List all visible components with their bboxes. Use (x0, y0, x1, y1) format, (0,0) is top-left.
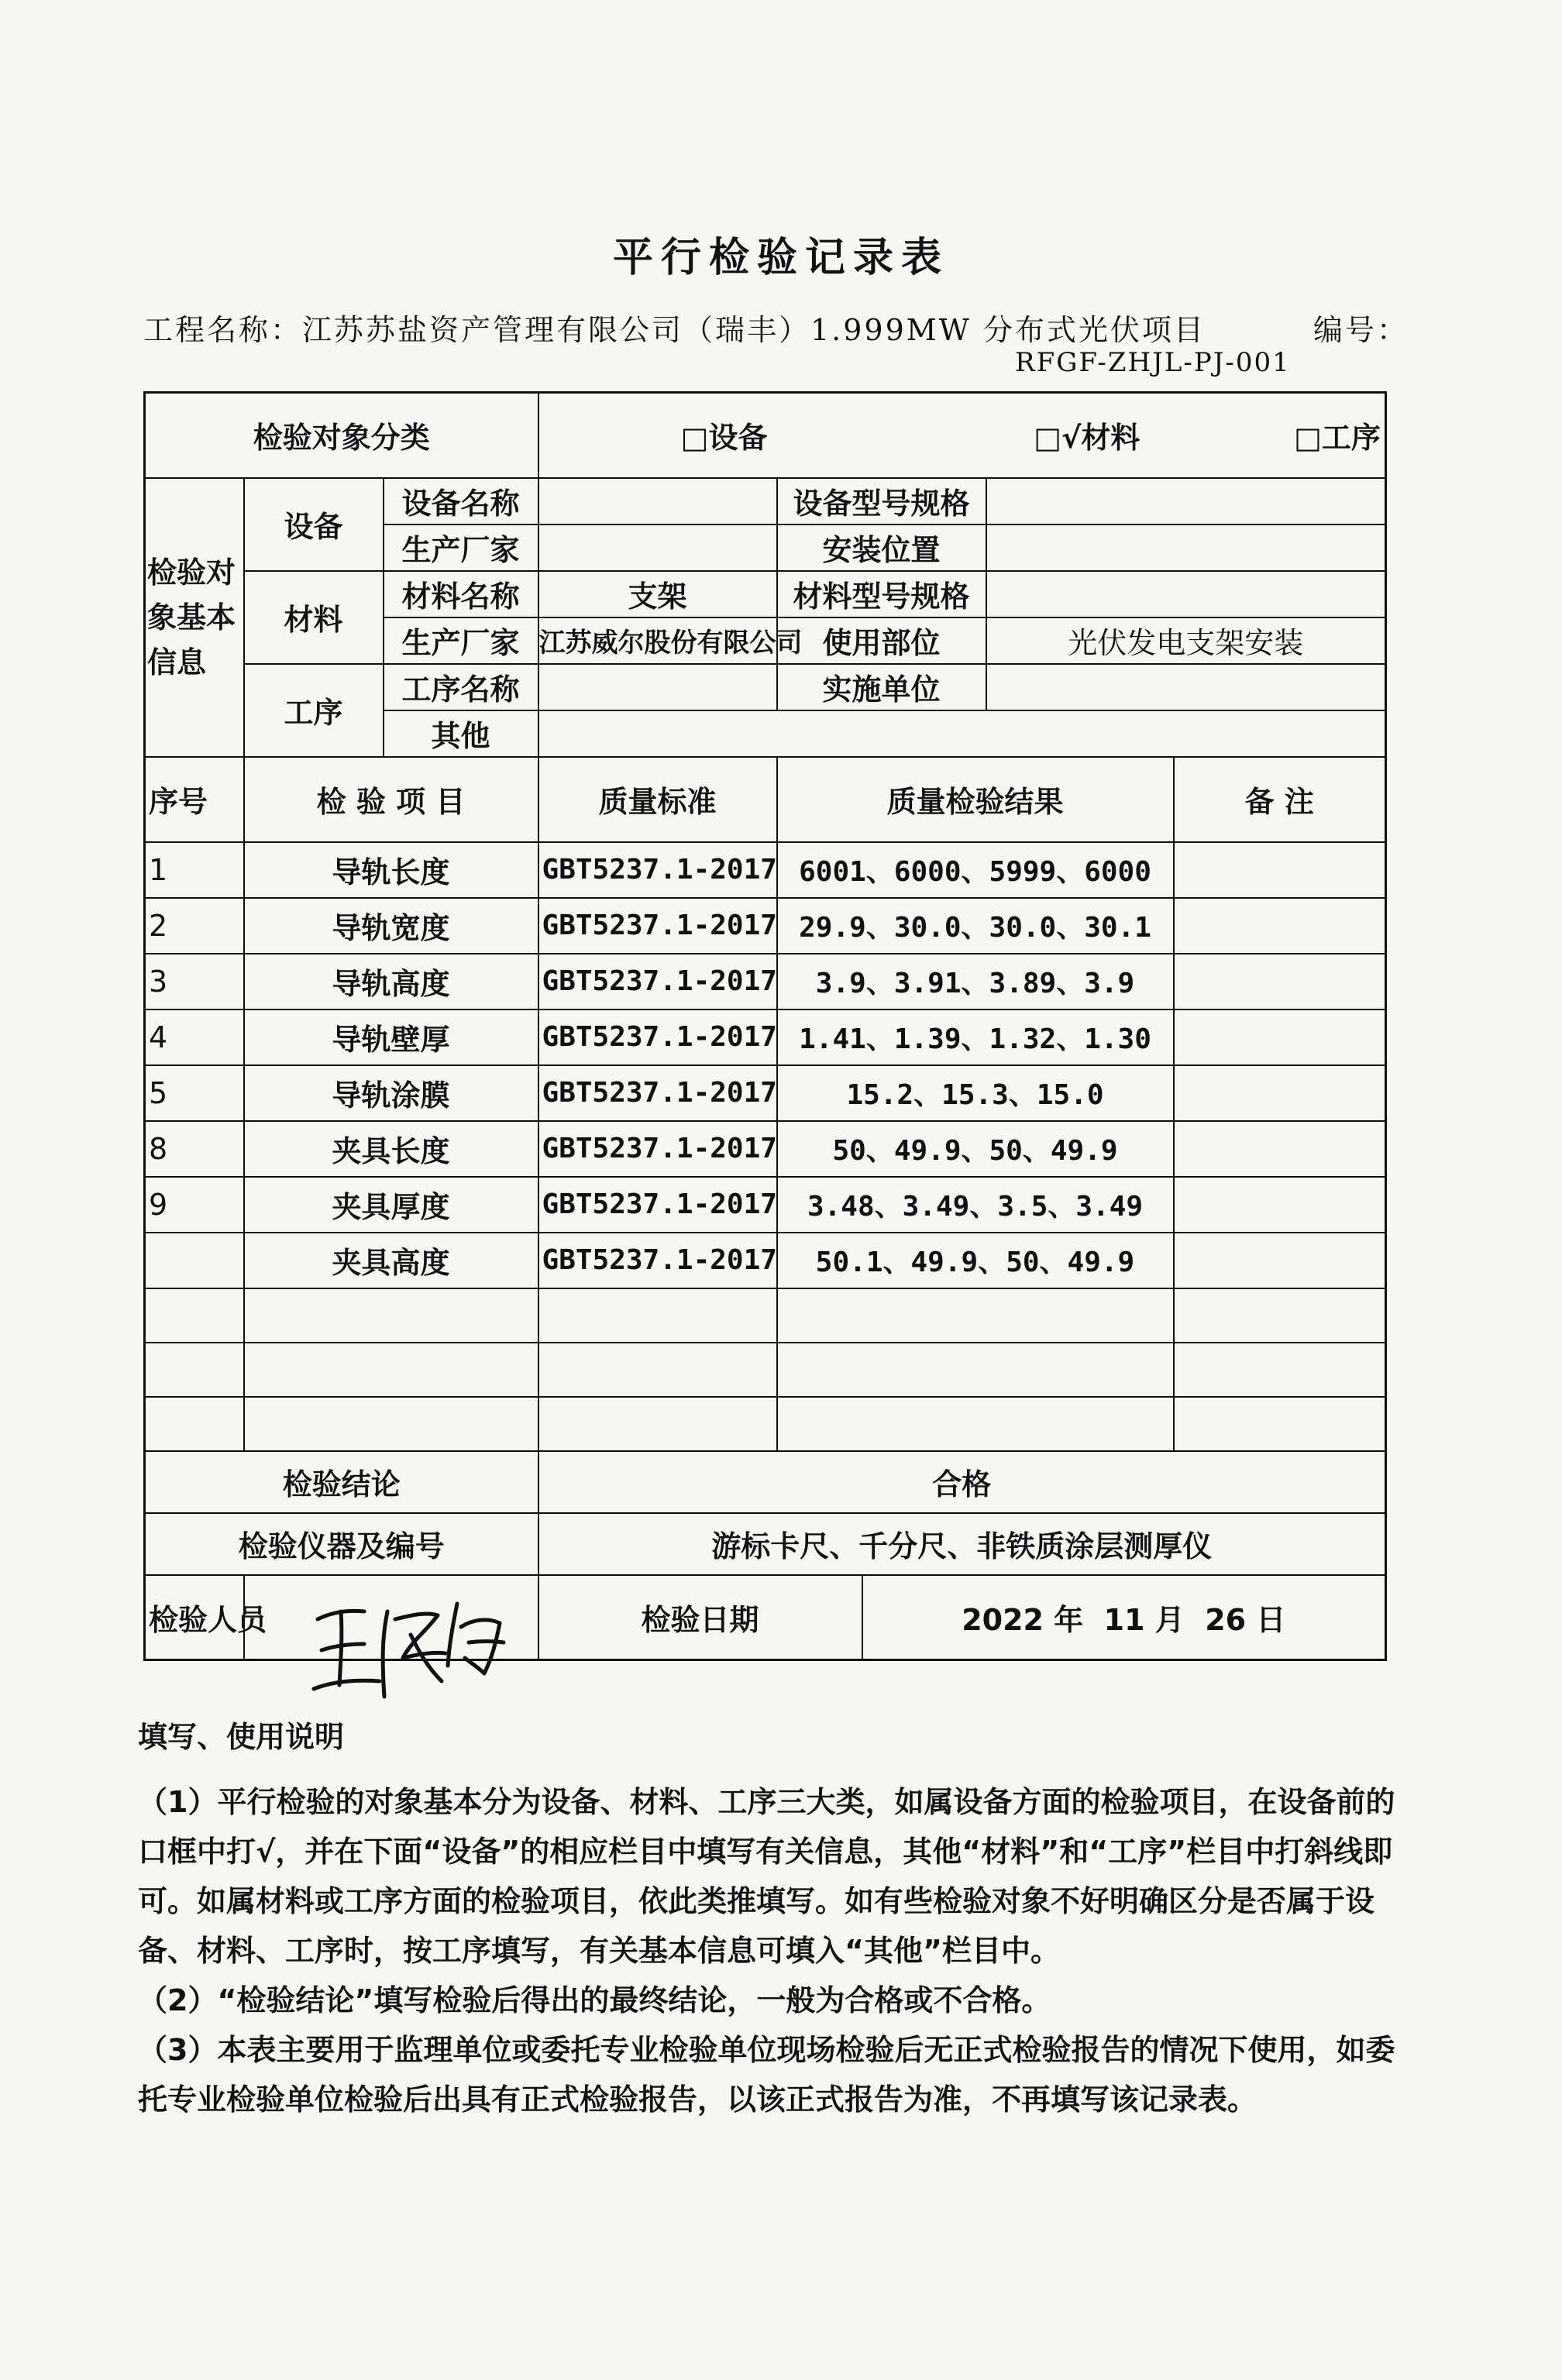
checkbox-icon: □ (1294, 421, 1322, 456)
item-no (145, 1397, 244, 1451)
document-title: 平行检验记录表 (612, 234, 949, 281)
instruction-paragraph: （1）平行检验的对象基本分为设备、材料、工序三大类，如属设备方面的检验项目，在设备前的口框中打√，并在下面“设备”的相应栏目中填写有关信息，其他“材料”和“工序”栏目中打斜线即可。如属材料或工序方面的检验项目，依此类推填写。如有些检验对象不好明确区分是否属于设备、材料、工序时，按工序填写，有关基本信息可填入“其他”栏目中。 (138, 1785, 1395, 1968)
item-name: 夹具厚度 (244, 1177, 538, 1233)
item-standard: GBT5237.1-2017 (538, 842, 777, 898)
equipment-maker-label: 生产厂家 (384, 524, 538, 571)
item-no (145, 1233, 244, 1288)
item-name (244, 1288, 538, 1343)
material-maker-label: 生产厂家 (384, 617, 538, 664)
item-row (145, 1121, 1386, 1177)
date-label: 检验日期 (538, 1575, 862, 1660)
process-unit-label: 实施单位 (777, 664, 986, 710)
process-other-value[interactable] (538, 710, 1386, 757)
item-name: 夹具长度 (244, 1121, 538, 1177)
item-row (145, 1397, 1386, 1451)
instruments-value[interactable]: 游标卡尺、千分尺、非铁质涂层测厚仪 (538, 1513, 1386, 1575)
item-remark[interactable] (1174, 1009, 1386, 1065)
group-material: 材料 (244, 571, 384, 664)
item-name: 导轨涂膜 (244, 1065, 538, 1121)
number-value: RFGF-ZHJL-PJ-001 (1015, 347, 1291, 378)
material-name-value[interactable]: 支架 (538, 571, 777, 617)
item-result[interactable]: 50、49.9、50、49.9 (777, 1121, 1174, 1177)
process-other-label: 其他 (384, 710, 538, 757)
item-row (145, 1009, 1386, 1065)
header-result: 质量检验结果 (777, 757, 1174, 842)
material-name-label: 材料名称 (384, 571, 538, 617)
item-result[interactable]: 1.41、1.39、1.32、1.30 (777, 1009, 1174, 1065)
equipment-location-label: 安装位置 (777, 524, 986, 571)
item-no (145, 1343, 244, 1397)
item-standard: GBT5237.1-2017 (538, 1177, 777, 1233)
item-remark[interactable] (1174, 1288, 1386, 1343)
header-standard: 质量标准 (538, 757, 777, 842)
header-item: 检 验 项 目 (244, 757, 538, 842)
process-name-value[interactable] (538, 664, 777, 710)
item-standard: GBT5237.1-2017 (538, 1121, 777, 1177)
material-model-label: 材料型号规格 (777, 571, 986, 617)
item-result[interactable]: 3.9、3.91、3.89、3.9 (777, 954, 1174, 1009)
group-process: 工序 (244, 664, 384, 757)
equipment-location-value[interactable] (986, 524, 1386, 571)
inspection-record-table (143, 391, 1387, 1661)
category-material[interactable]: □√材料 (1034, 421, 1141, 456)
item-remark[interactable] (1174, 954, 1386, 1009)
item-standard (538, 1343, 777, 1397)
item-row (145, 1233, 1386, 1288)
item-no (145, 1288, 244, 1343)
item-name: 导轨长度 (244, 842, 538, 898)
item-no: 8 (145, 1121, 244, 1177)
item-result[interactable] (777, 1397, 1174, 1451)
checked-checkbox-icon: □√ (1034, 421, 1082, 456)
item-result[interactable]: 29.9、30.0、30.0、30.1 (777, 898, 1174, 954)
date-value[interactable]: 2022 年 11 月 26 日 (862, 1575, 1386, 1660)
item-result[interactable]: 15.2、15.3、15.0 (777, 1065, 1174, 1121)
header-remark: 备 注 (1174, 757, 1386, 842)
item-row (145, 954, 1386, 1009)
item-remark[interactable] (1174, 1065, 1386, 1121)
item-row (145, 898, 1386, 954)
basic-info-label: 检验对象基本信息 (145, 478, 244, 757)
category-label: 检验对象分类 (145, 393, 538, 478)
instruction-paragraph: （3）本表主要用于监理单位或委托专业检验单位现场检验后无正式检验报告的情况下使用，如委托专业检验单位检验后出具有正式检验报告，以该正式报告为准，不再填写该记录表。 (138, 2033, 1395, 2117)
material-usage-label: 使用部位 (777, 617, 986, 664)
item-result[interactable] (777, 1288, 1174, 1343)
item-name: 夹具高度 (244, 1233, 538, 1288)
item-no: 3 (145, 954, 244, 1009)
item-name: 导轨高度 (244, 954, 538, 1009)
item-row (145, 1177, 1386, 1233)
item-remark[interactable] (1174, 1121, 1386, 1177)
header-no: 序号 (145, 757, 244, 842)
item-row (145, 1065, 1386, 1121)
item-standard: GBT5237.1-2017 (538, 954, 777, 1009)
process-unit-value[interactable] (986, 664, 1386, 710)
item-standard: GBT5237.1-2017 (538, 898, 777, 954)
item-remark[interactable] (1174, 898, 1386, 954)
item-remark[interactable] (1174, 1397, 1386, 1451)
item-result[interactable]: 6001、6000、5999、6000 (777, 842, 1174, 898)
item-no: 2 (145, 898, 244, 954)
process-name-label: 工序名称 (384, 664, 538, 710)
checkbox-icon: □ (680, 421, 709, 456)
category-options (538, 393, 1386, 478)
item-name: 导轨宽度 (244, 898, 538, 954)
group-equipment: 设备 (244, 478, 384, 571)
item-no: 4 (145, 1009, 244, 1065)
equipment-name-value[interactable] (538, 478, 777, 524)
conclusion-value[interactable]: 合格 (538, 1451, 1386, 1513)
instruction-paragraph: （2）“检验结论”填写检验后得出的最终结论，一般为合格或不合格。 (138, 1983, 1051, 2017)
item-result[interactable] (777, 1343, 1174, 1397)
item-standard: GBT5237.1-2017 (538, 1065, 777, 1121)
item-remark[interactable] (1174, 1177, 1386, 1233)
item-row (145, 1288, 1386, 1343)
item-row (145, 1343, 1386, 1397)
item-no: 5 (145, 1065, 244, 1121)
conclusion-label: 检验结论 (145, 1451, 538, 1513)
equipment-maker-value[interactable] (538, 524, 777, 571)
equipment-model-value[interactable] (986, 478, 1386, 524)
item-no: 1 (145, 842, 244, 898)
category-process[interactable]: □工序 (1294, 421, 1381, 456)
item-row (145, 842, 1386, 898)
project-name-line: 工程名称：江苏苏盐资产管理有限公司（瑞丰）1.999MW 分布式光伏项目 (143, 313, 1206, 347)
item-standard: GBT5237.1-2017 (538, 1009, 777, 1065)
equipment-model-label: 设备型号规格 (777, 478, 986, 524)
item-remark[interactable] (1174, 1233, 1386, 1288)
item-remark[interactable] (1174, 842, 1386, 898)
item-standard (538, 1288, 777, 1343)
item-result[interactable]: 50.1、49.9、50、49.9 (777, 1233, 1174, 1288)
instruments-label: 检验仪器及编号 (145, 1513, 538, 1575)
number-label: 编号： (1313, 313, 1409, 347)
equipment-name-label: 设备名称 (384, 478, 538, 524)
instructions-heading: 填写、使用说明 (138, 1720, 345, 1754)
material-model-value[interactable] (986, 571, 1386, 617)
item-no: 9 (145, 1177, 244, 1233)
item-name (244, 1397, 538, 1451)
handwritten-signature (310, 1588, 511, 1704)
category-equipment[interactable]: □设备 (680, 421, 768, 456)
item-standard (538, 1397, 777, 1451)
item-name (244, 1343, 538, 1397)
item-name: 导轨壁厚 (244, 1009, 538, 1065)
material-maker-value[interactable]: 江苏威尔股份有限公司 (538, 617, 777, 664)
item-standard: GBT5237.1-2017 (538, 1233, 777, 1288)
material-usage-value[interactable]: 光伏发电支架安装 (986, 617, 1386, 664)
item-remark[interactable] (1174, 1343, 1386, 1397)
inspector-label: 检验人员 (145, 1575, 244, 1660)
item-result[interactable]: 3.48、3.49、3.5、3.49 (777, 1177, 1174, 1233)
instructions-section (138, 1712, 1424, 2124)
